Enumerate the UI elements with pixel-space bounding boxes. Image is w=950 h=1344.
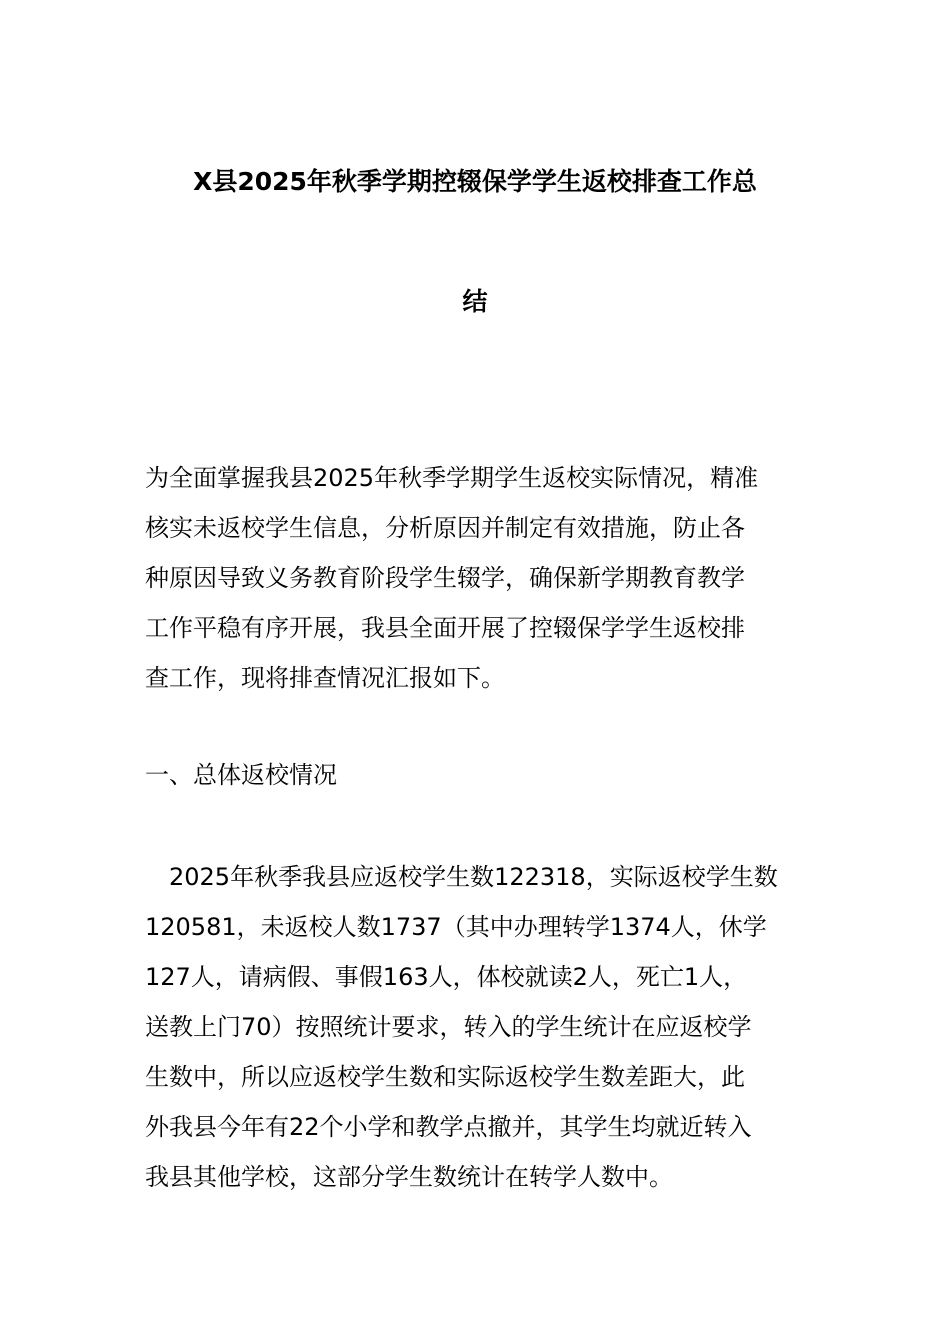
intro-paragraph <box>145 453 810 703</box>
intro-line: 查工作，现将排查情况汇报如下。 <box>145 664 505 692</box>
intro-line: 工作平稳有序开展，我县全面开展了控辍保学学生返校排 <box>145 614 745 642</box>
document-title-line-1: X县2025年秋季学期控辍保学学生返校排查工作总 <box>193 167 757 196</box>
section-1-line: 我县其他学校，这部分学生数统计在转学人数中。 <box>145 1163 673 1191</box>
section-1-line: 外我县今年有22个小学和教学点撤并，其学生均就近转入 <box>145 1113 752 1141</box>
section-1-line: 生数中，所以应返校学生数和实际返校学生数差距大，此 <box>145 1063 745 1091</box>
section-1-paragraph <box>145 852 810 1202</box>
intro-line: 核实未返校学生信息，分析原因并制定有效措施，防止各 <box>145 514 745 542</box>
intro-line: 种原因导致义务教育阶段学生辍学，确保新学期教育教学 <box>145 564 745 592</box>
section-heading <box>145 750 810 800</box>
section-1-line: 120581，未返校人数1737（其中办理转学1374人，休学 <box>145 913 767 941</box>
section-1-heading: 一、总体返校情况 <box>145 761 337 789</box>
section-1-line: 127人，请病假、事假163人，体校就读2人，死亡1人， <box>145 963 748 991</box>
document-title-line-2: 结 <box>462 287 488 316</box>
section-1-line: 送教上门70）按照统计要求，转入的学生统计在应返校学 <box>145 1013 752 1041</box>
section-1-line: 2025年秋季我县应返校学生数122318，实际返校学生数 <box>169 863 778 891</box>
intro-line: 为全面掌握我县2025年秋季学期学生返校实际情况，精准 <box>145 464 759 492</box>
